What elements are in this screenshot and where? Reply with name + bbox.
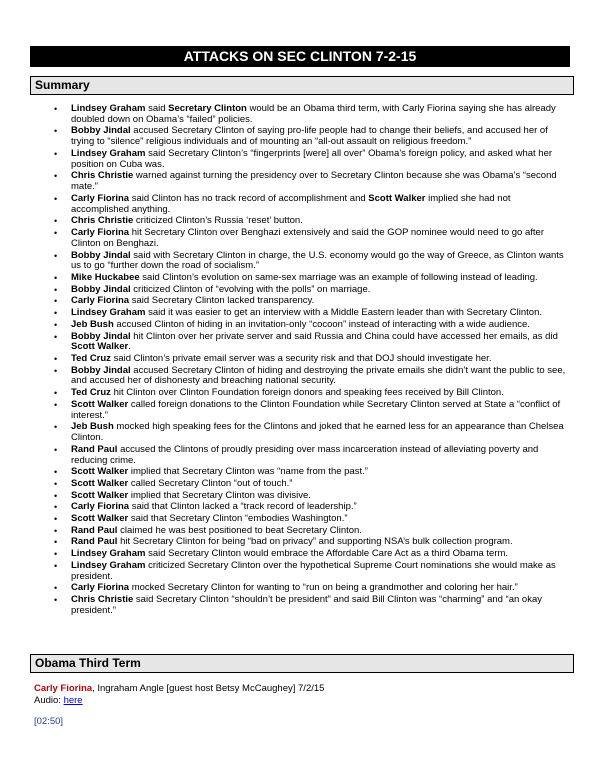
summary-bullet: • Bobby Jindal said with Secretary Clinton in charge, the U.S. economy would go the way of Greece, as Clinton wants us to go “further down the road of socialism.” <box>30 251 566 273</box>
candidate-name: Rand Paul <box>71 524 118 536</box>
summary-bullet: • Chris Christie warned against turning the presidency over to Secretary Clinton because she was Obama’s “second mate.” <box>30 171 566 193</box>
summary-bullet: • Carly Fiorina hit Secretary Clinton over Benghazi extensively and said the GOP nominee would need to go after Clinton on Benghazi. <box>30 228 566 250</box>
summary-bullet: • Bobby Jindal accused Secretary Clinton of hiding and destroying the private emails she didn’t want the public to see, and accused her of dishonesty and breaching national security. <box>30 366 566 388</box>
summary-bullet: • Ted Cruz said Clinton’s private email server was a security risk and that DOJ should investigate her. <box>30 354 566 365</box>
summary-bullet: • Lindsey Graham said Secretary Clinton’s “fingerprints [were] all over” Obama’s foreign policy, and asked what her position on Cuba was. <box>30 149 566 171</box>
summary-bullet: • Lindsey Graham said it was easier to get an interview with a Middle Eastern leader than with Secretary Clinton. <box>30 308 566 319</box>
candidate-name: Bobby Jindal <box>71 249 131 261</box>
candidate-name: Scott Walker <box>71 478 129 489</box>
summary-bullet: • Carly Fiorina said Clinton has no track record of accomplishment and Scott Walker implied she had not accomplished anything. <box>30 194 566 216</box>
candidate-name: Lindsey Graham <box>71 559 146 571</box>
summary-bullet: • Chris Christie said Secretary Clinton “shouldn’t be president” and said Bill Clinton was “charming” and “an okay president.” <box>30 595 566 617</box>
candidate-name: Chris Christie <box>71 593 134 605</box>
summary-bullet: • Jeb Bush mocked high speaking fees for the Clintons and joked that he earned less for an appearance than Chelsea Clinton. <box>30 422 566 444</box>
candidate-name: Bobby Jindal <box>71 125 131 137</box>
page-title: ATTACKS ON SEC CLINTON 7-2-15 <box>30 46 570 67</box>
summary-bullet: • Scott Walker said that Secretary Clinton “embodies Washington.” <box>30 514 566 525</box>
obama-third-term-heading: Obama Third Term <box>30 654 574 673</box>
speaker-name: Carly Fiorina <box>34 683 93 694</box>
candidate-name: Lindsey Graham <box>71 307 146 319</box>
candidate-name: Scott Walker <box>71 489 129 501</box>
candidate-name: Scott Walker <box>71 398 129 410</box>
source-detail: , Ingraham Angle [guest host Betsy McCaughey] 7/2/15 <box>92 683 325 694</box>
candidate-name: Lindsey Graham <box>71 548 146 560</box>
candidate-name: Scott Walker <box>368 192 426 204</box>
candidate-name: Carly Fiorina <box>71 582 130 594</box>
summary-list <box>30 104 566 617</box>
candidate-name: Ted Cruz <box>71 353 111 364</box>
candidate-name: Lindsey Graham <box>71 147 146 159</box>
candidate-name: Carly Fiorina <box>71 295 130 307</box>
candidate-name: Scott Walker <box>71 513 129 525</box>
summary-bullet: • Carly Fiorina said that Clinton lacked a “track record of leadership.” <box>30 502 566 513</box>
candidate-name: Carly Fiorina <box>71 227 130 239</box>
summary-bullet: • Chris Christie criticized Clinton’s Russia ‘reset’ button. <box>30 216 566 227</box>
candidate-name: Chris Christie <box>71 215 134 227</box>
summary-bullet: • Bobby Jindal criticized Clinton of “evolving with the polls” on marriage. <box>30 285 566 296</box>
summary-bullet: • Carly Fiorina mocked Secretary Clinton for wanting to “run on being a grandmother and coloring her hair.” <box>30 583 566 594</box>
candidate-name: Scott Walker <box>71 466 129 478</box>
summary-bullet: • Lindsey Graham said Secretary Clinton would be an Obama third term, with Carly Fiorina saying she has already doubled down on Obama’s “failed” policies. <box>30 104 566 126</box>
candidate-name: Jeb Bush <box>71 318 114 330</box>
summary-bullet: • Rand Paul accused the Clintons of proudly presiding over mass incarceration instead of alleviating poverty and reducing crime. <box>30 445 566 467</box>
candidate-name: Scott Walker <box>71 341 129 353</box>
candidate-name: Chris Christie <box>71 170 134 182</box>
candidate-name: Mike Huckabee <box>71 272 140 284</box>
summary-bullet: • Rand Paul claimed he was best positioned to beat Secretary Clinton. <box>30 526 566 537</box>
source-citation <box>34 683 564 706</box>
candidate-name: Rand Paul <box>71 443 118 455</box>
audio-label: Audio: <box>34 694 64 706</box>
candidate-name: Rand Paul <box>71 536 118 548</box>
summary-bullet: • Scott Walker called foreign donations to the Clinton Foundation while Secretary Clinton served at State a “conflict of interest.” <box>30 400 566 422</box>
summary-heading: Summary <box>30 76 574 95</box>
summary-bullet: • Mike Huckabee said Clinton’s evolution on same-sex marriage was an example of following instead of leading. <box>30 273 566 284</box>
summary-bullet: • Bobby Jindal accused Secretary Clinton of saying pro-life people had to change their beliefs, and accused her of trying to “silence” religious individuals and of mounting an “all-out assault on religious freedom.” <box>30 126 566 148</box>
candidate-name: Bobby Jindal <box>71 330 131 342</box>
candidate-name: Bobby Jindal <box>71 364 131 376</box>
summary-bullet: • Lindsey Graham criticized Secretary Clinton over the hypothetical Supreme Court nominations she would make as president. <box>30 561 566 583</box>
summary-bullet: • Bobby Jindal hit Clinton over her private server and said Russia and China could have accessed her emails, as did Scott Walker. <box>30 332 566 354</box>
summary-bullet: • Ted Cruz hit Clinton over Clinton Foundation foreign donors and speaking fees received by Bill Clinton. <box>30 388 566 399</box>
summary-bullet: • Scott Walker implied that Secretary Clinton was divisive. <box>30 491 566 502</box>
summary-bullet: • Jeb Bush accused Clinton of hiding in an invitation-only “cocoon” instead of interacting with a wide audience. <box>30 320 566 331</box>
candidate-name: Jeb Bush <box>71 421 114 433</box>
candidate-name: Ted Cruz <box>71 387 111 399</box>
summary-bullet: • Scott Walker called Secretary Clinton “out of touch.” <box>30 479 566 490</box>
candidate-name: Carly Fiorina <box>71 192 130 204</box>
summary-bullet: • Rand Paul hit Secretary Clinton for being “bad on privacy” and supporting NSA’s bulk collection program. <box>30 537 566 548</box>
audio-link[interactable]: here <box>63 694 83 706</box>
summary-bullet: • Carly Fiorina said Secretary Clinton lacked transparency. <box>30 296 566 307</box>
candidate-name: Lindsey Graham <box>71 103 146 114</box>
candidate-name: Bobby Jindal <box>71 283 131 295</box>
summary-bullet: • Lindsey Graham said Secretary Clinton would embrace the Affordable Care Act as a third Obama term. <box>30 549 566 560</box>
summary-bullet: • Scott Walker implied that Secretary Clinton was “name from the past.” <box>30 467 566 478</box>
candidate-name: Carly Fiorina <box>71 501 130 513</box>
candidate-name: Secretary Clinton <box>168 103 247 114</box>
timestamp: [02:50] <box>34 716 64 727</box>
